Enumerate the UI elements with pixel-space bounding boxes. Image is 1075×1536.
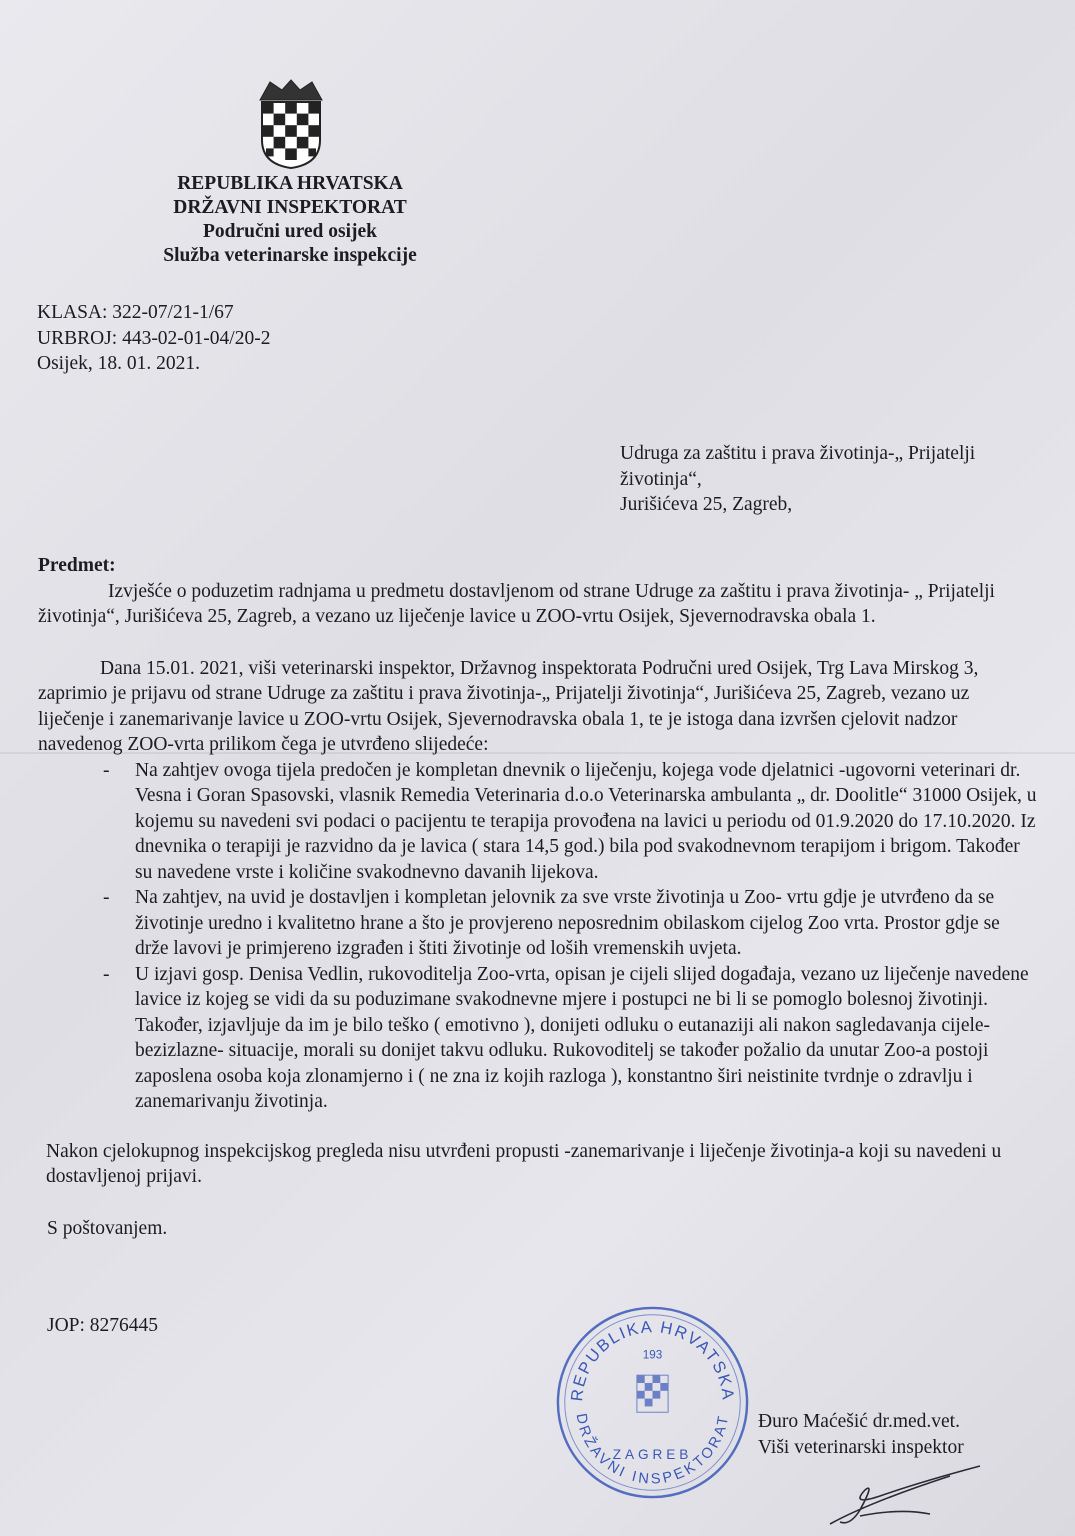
signature-block — [758, 1409, 964, 1460]
bullet-dash: - — [103, 759, 110, 781]
signer-name: Đuro Maćešić dr.med.vet. — [758, 1411, 960, 1432]
finding-text: U izjavi gosp. Denisa Vedlin, rukovoditelja Zoo-vrta, opisan je cijeli slijed događaja, vezano uz liječenje navedene lavice iz kojeg se vidi da su poduzimane svakodnevne mjere i postupci ne bi li se pomoglo bolesnoj životinji. Također, izjavljuje da im je bilo teško ( emotivno ), donijeti odluku o eutanaziji ali nakon sagledavanja cijele-bezizlazne- situacije, morali su donijet takvu odluku. Rukovoditelj se također požalio da unutar Zoo-a postoji zaposlena osoba koja zlonamjerno i ( ne zna iz kojih razloga ), konstantno širi neistinite tvrdnje o zdravlju i zanemarivanju životinja. — [135, 963, 1029, 1112]
stamp-top-text: REPUBLIKA HRVATSKA — [567, 1317, 738, 1403]
coat-of-arms-icon — [258, 78, 324, 170]
klasa: KLASA: 322-07/21-1/67 — [37, 302, 234, 323]
document-reference — [37, 300, 270, 377]
recipient-address — [620, 441, 1040, 518]
intro-paragraph: Dana 15.01. 2021, viši veterinarski inspektor, Državnog inspektorata Područni ured Osijek, Trg Lava Mirskog 3, zaprimio je prijavu od strane Udruge za zaštitu i prava životinja-„ Prijatelji životinja“, Jurišićeva 25, Zagreb, vezano uz liječenje i zanemarivanje lavice u ZOO-vrtu Osijek, Sjevernodravska obala 1, te je istoga dana izvršen cjelovit nadzor navedenog ZOO-vrta prilikom čega je utvrđeno slijedeće: — [38, 657, 979, 755]
greeting: S poštovanjem. — [47, 1217, 168, 1239]
finding-text: Na zahtjev ovoga tijela predočen je kompletan dnevnik o liječenju, kojega vode djelatnici -ugovorni veterinari dr. Vesna i Goran Spasovski, vlasnik Remedia Veterinaria d.o.o Veterinarska ambulanta „ dr. Doolitle“ 31000 Osijek, u kojemu su navedeni svi podaci o pacijentu te terapija provođena na lavici u periodu od 01.9.2020 do 17.10.2020. Iz dnevnika o terapiji je razvidno da je lavica ( stara 14,5 god.) bila pod svakodnevnom terapijom i brigom. Također su navedene vrste i količine svakodnevno davanih lijekova. — [135, 759, 1037, 883]
bullet-dash: - — [103, 887, 110, 908]
place-date: Osijek, 18. 01. 2021. — [37, 353, 201, 374]
letterhead-country: REPUBLIKA HRVATSKA — [177, 173, 403, 194]
subject-label: Predmet: — [38, 555, 116, 576]
letterhead-service: Služba veterinarske inspekcije — [163, 245, 417, 266]
list-item — [38, 885, 1038, 962]
signer-title: Viši veterinarski inspektor — [758, 1436, 964, 1458]
stamp-bottom-text: DRŽAVNI INSPEKTORAT — [572, 1412, 733, 1488]
stamp-city: ZAGREB — [612, 1447, 693, 1463]
jop-number: JOP: 8276445 — [47, 1315, 159, 1336]
official-stamp — [555, 1305, 750, 1500]
list-item — [38, 758, 1038, 886]
recipient-name: Udruga za zaštitu i prava životinja-„ Prijatelji životinja“, — [620, 443, 976, 490]
findings-list — [38, 758, 1038, 1115]
conclusion-paragraph: Nakon cjelokupnog inspekcijskog pregleda nisu utvrđeni propusti -zanemarivanje i liječenje životinja-a koji su navedeni u dostavljenoj prijavi. — [46, 1140, 1002, 1187]
bullet-dash: - — [103, 963, 110, 985]
finding-text: Na zahtjev, na uvid je dostavljen i kompletan jelovnik za sve vrste životinja u Zoo- vrtu gdje je utvrđeno da se životinje uredno i kvalitetno hrane a što je provjereno neposrednim obilaskom cijelog Zoo vrta. Prostor gdje se drže lavovi je primjereno izgrađen i štiti životinje od loših vremenskih uvjeta. — [135, 887, 1000, 959]
letterhead-agency: DRŽAVNI INSPEKTORAT — [173, 197, 407, 218]
letter-body — [38, 553, 1038, 1339]
stamp-coat-of-arms-icon — [637, 1375, 668, 1412]
list-item — [38, 962, 1038, 1115]
letterhead-office: Područni ured osijek — [202, 221, 378, 242]
handwritten-signature — [770, 1462, 1000, 1532]
letterhead — [100, 172, 480, 268]
stamp-number: 193 — [642, 1348, 663, 1362]
urbroj: URBROJ: 443-02-01-04/20-2 — [37, 327, 271, 349]
recipient-street: Jurišićeva 25, Zagreb, — [620, 494, 793, 515]
subject-text: Izvješće o poduzetim radnjama u predmetu dostavljenom od strane Udruge za zaštitu i prava životinja- „ Prijatelji životinja“, Jurišićeva 25, Zagreb, a vezano uz liječenje lavice u ZOO-vrtu Osijek, Sjevernodravska obala 1. — [38, 580, 995, 627]
